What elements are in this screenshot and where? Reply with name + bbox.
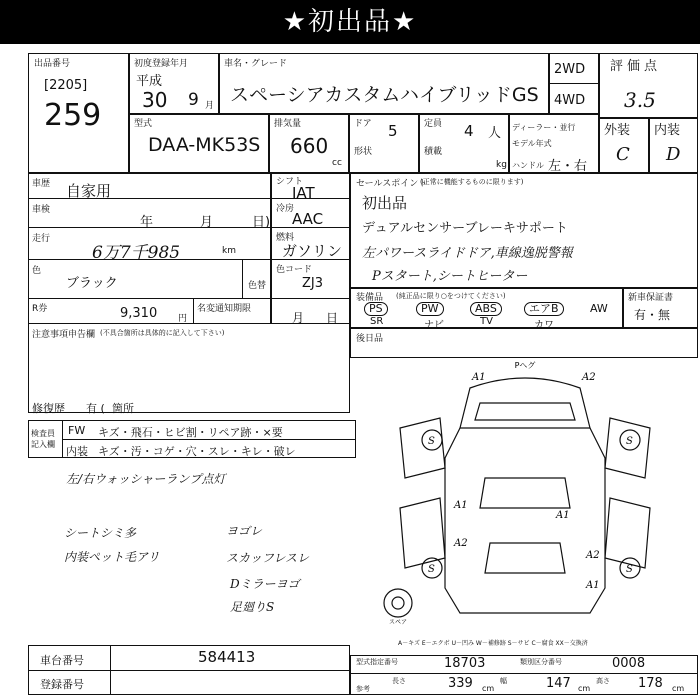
model-name: スペーシアカスタム — [230, 84, 401, 106]
equip-navi: ナビ — [424, 320, 444, 331]
diagram-mark-8: A2 — [454, 538, 468, 549]
recycle-unit: 円 — [178, 314, 188, 324]
diagram-spare: スペア — [388, 619, 408, 626]
warranty-value: 有・無 — [634, 308, 671, 322]
diagram-top-note: Pヘグ — [514, 361, 536, 370]
drive-2wd: 2WD — [554, 62, 586, 77]
sales-note: (正常に機能するものに限ります) — [420, 178, 524, 186]
type-label: 型式 — [134, 119, 153, 129]
height-unit: cm — [672, 684, 685, 693]
displacement-value: 660 — [290, 134, 329, 158]
inspection-year: 年 — [140, 215, 154, 230]
repair-close: 箇所 — [112, 402, 134, 415]
displacement-unit: cc — [332, 158, 342, 168]
equip-sr: SR — [370, 316, 384, 327]
length-unit: cm — [482, 684, 495, 693]
inspector-int-items: キズ・汚・コゲ・穴・スレ・キレ・破レ — [98, 445, 296, 458]
ref-label: 参考 — [356, 685, 370, 693]
handle-label: ハンドル — [512, 161, 544, 170]
diagram-mark-6: S — [626, 564, 633, 575]
shift-value: IAT — [292, 184, 315, 202]
first-reg-year: 30 — [142, 88, 168, 112]
repair-label: 修復歴 — [32, 402, 65, 415]
equip-leather: カワ — [534, 320, 554, 331]
sales-item-3: 左パワースライドドア,車線逸脱警報 — [362, 246, 573, 261]
repair-value: 有 ( — [86, 402, 105, 415]
inspection-day: 日) — [252, 215, 271, 230]
diagram-mark-9: A2 — [586, 550, 600, 561]
shape-label: 形状 — [354, 147, 373, 157]
score-value: 3.5 — [624, 88, 656, 112]
remark-3: 内装ペット毛アリ — [64, 550, 160, 564]
capacity-value: 4 — [464, 122, 474, 140]
mileage-unit: km — [222, 246, 236, 256]
remark-1: 左/右ウォッシャーランプ点灯 — [66, 472, 226, 486]
interior-label: 内装 — [654, 123, 681, 138]
diagram-mark-2: A2 — [582, 372, 596, 383]
type-value: DAA-MK53S — [148, 134, 261, 156]
name-change-day: 日 — [326, 311, 339, 325]
equipment-note: (純正品に限り○をつけてください) — [396, 292, 506, 300]
recycle-label: R券 — [32, 304, 48, 314]
equip-abs: ABS — [470, 302, 502, 316]
category-label: 類別区分番号 — [520, 658, 562, 666]
equipment-label: 装備品 — [356, 293, 384, 303]
category-value: 0008 — [612, 656, 646, 671]
equip-pw: PW — [416, 302, 444, 316]
drive-4wd: 4WD — [554, 93, 586, 108]
width-unit: cm — [578, 684, 591, 693]
car-diagram — [360, 358, 690, 626]
exterior-value: C — [616, 144, 630, 165]
lot-number: 259 — [44, 98, 102, 133]
diagram-legend: A－キズ E－エクボ U－凹み W－補修跡 S－サビ C－腐食 XX－交換済 — [398, 640, 588, 647]
height-label: 高さ — [596, 677, 610, 685]
diagram-mark-5: S — [428, 564, 435, 575]
recycle-value: 9,310 — [120, 306, 158, 321]
warranty-label: 新車保証書 — [628, 293, 674, 303]
remark-5: スカッフレスレ — [226, 551, 310, 565]
displacement-label: 排気量 — [274, 119, 302, 129]
color-value: ブラック — [66, 276, 118, 291]
capacity-label: 定員 — [424, 119, 443, 129]
interior-value: D — [666, 144, 681, 165]
after-label: 後日品 — [356, 334, 384, 344]
color-code-value: ZJ3 — [302, 276, 324, 291]
width-value: 147 — [546, 676, 571, 691]
after-block — [350, 328, 698, 358]
equip-airbag: エアB — [524, 302, 564, 316]
color-label: 色 — [32, 266, 42, 276]
aircon-value: AAC — [292, 210, 324, 228]
aircon-label: 冷房 — [276, 204, 295, 214]
first-reg-month-unit: 月 — [205, 101, 215, 111]
type-designation-value: 18703 — [444, 656, 486, 671]
diagram-mark-7: A1 — [454, 500, 468, 511]
history-value: 自家用 — [66, 182, 112, 200]
remark-7: 足廻りS — [230, 600, 275, 614]
shift-label: シフト — [276, 177, 304, 187]
length-value: 339 — [448, 676, 473, 691]
name-change-month: 月 — [292, 311, 305, 325]
chassis-value: 584413 — [198, 648, 256, 666]
first-reg-era: 平成 — [136, 74, 163, 89]
diagram-mark-1: A1 — [472, 372, 486, 383]
inspector-fw-items: キズ・飛石・ヒビ割・リペア跡・×要 — [98, 426, 283, 439]
lot-label: 出品番号 — [34, 59, 71, 69]
remark-2: シートシミ多 — [64, 526, 137, 540]
mileage-label: 走行 — [32, 234, 51, 244]
height-value: 178 — [638, 676, 663, 691]
capacity-unit: 人 — [488, 126, 502, 141]
model-year-label: モデル年式 — [512, 139, 552, 148]
detail-block — [28, 173, 350, 413]
diagram-mark-11: A1 — [586, 580, 600, 591]
length-label: 長さ — [392, 677, 406, 685]
equip-tv: TV — [480, 316, 493, 327]
first-reg-month: 9 — [188, 90, 199, 110]
diagram-mark-4: S — [626, 436, 633, 447]
lot-session: [2205] — [44, 78, 88, 93]
width-label: 幅 — [500, 677, 507, 685]
history-label: 車歴 — [32, 179, 51, 189]
name-change-label: 名変通知期限 — [197, 304, 252, 314]
inspector-label: 検査員記入欄 — [31, 429, 55, 449]
inspector-int: 内装 — [66, 445, 88, 458]
registration-label: 登録番号 — [40, 678, 84, 691]
doors-value: 5 — [388, 122, 398, 140]
first-reg-label: 初度登録年月 — [134, 59, 189, 69]
sales-item-1: 初出品 — [362, 194, 408, 212]
notes-note: (不具合箇所は具体的に記入して下さい) — [100, 329, 225, 337]
fuel-value: ガソリン — [282, 242, 343, 260]
type-designation-label: 型式指定番号 — [356, 658, 398, 666]
mileage-value: 6万7千985 — [92, 243, 181, 263]
handle-value: 左・右 — [548, 159, 588, 174]
chassis-label: 車台番号 — [40, 654, 84, 667]
remark-4: ヨゴレ — [226, 524, 263, 538]
remark-6: Dミラーヨゴ — [230, 577, 300, 591]
banner: ★初出品★ — [0, 0, 700, 44]
inspection-label: 車検 — [32, 205, 51, 215]
inspection-month: 月 — [200, 215, 214, 230]
inspector-fw: FW — [68, 424, 86, 437]
equip-aw: AW — [590, 302, 608, 315]
color-code-label: 色コード — [276, 265, 313, 275]
dealer-label: ディーラー・並行 — [512, 123, 576, 132]
sales-item-4: Pスタート,シートヒーター — [372, 269, 528, 284]
score-label: 評価点 — [610, 59, 662, 74]
notes-label: 注意事項申告欄 — [32, 330, 96, 340]
load-unit: kg — [496, 160, 507, 170]
load-label: 積載 — [424, 147, 443, 157]
sales-item-2: デュアルセンサーブレーキサポート — [362, 221, 568, 236]
equip-ps: PS — [364, 302, 388, 316]
model-label: 車名・グレード — [224, 59, 288, 69]
doors-label: ドア — [354, 119, 372, 129]
color-change-label: 色替 — [248, 281, 267, 291]
exterior-label: 外装 — [604, 123, 631, 138]
diagram-mark-3: S — [428, 436, 435, 447]
diagram-mark-10: A1 — [556, 510, 570, 521]
model-grade: ハイブリッドGS — [400, 84, 539, 106]
sales-label: セールスポイント — [356, 179, 428, 189]
fuel-label: 燃料 — [276, 233, 295, 243]
